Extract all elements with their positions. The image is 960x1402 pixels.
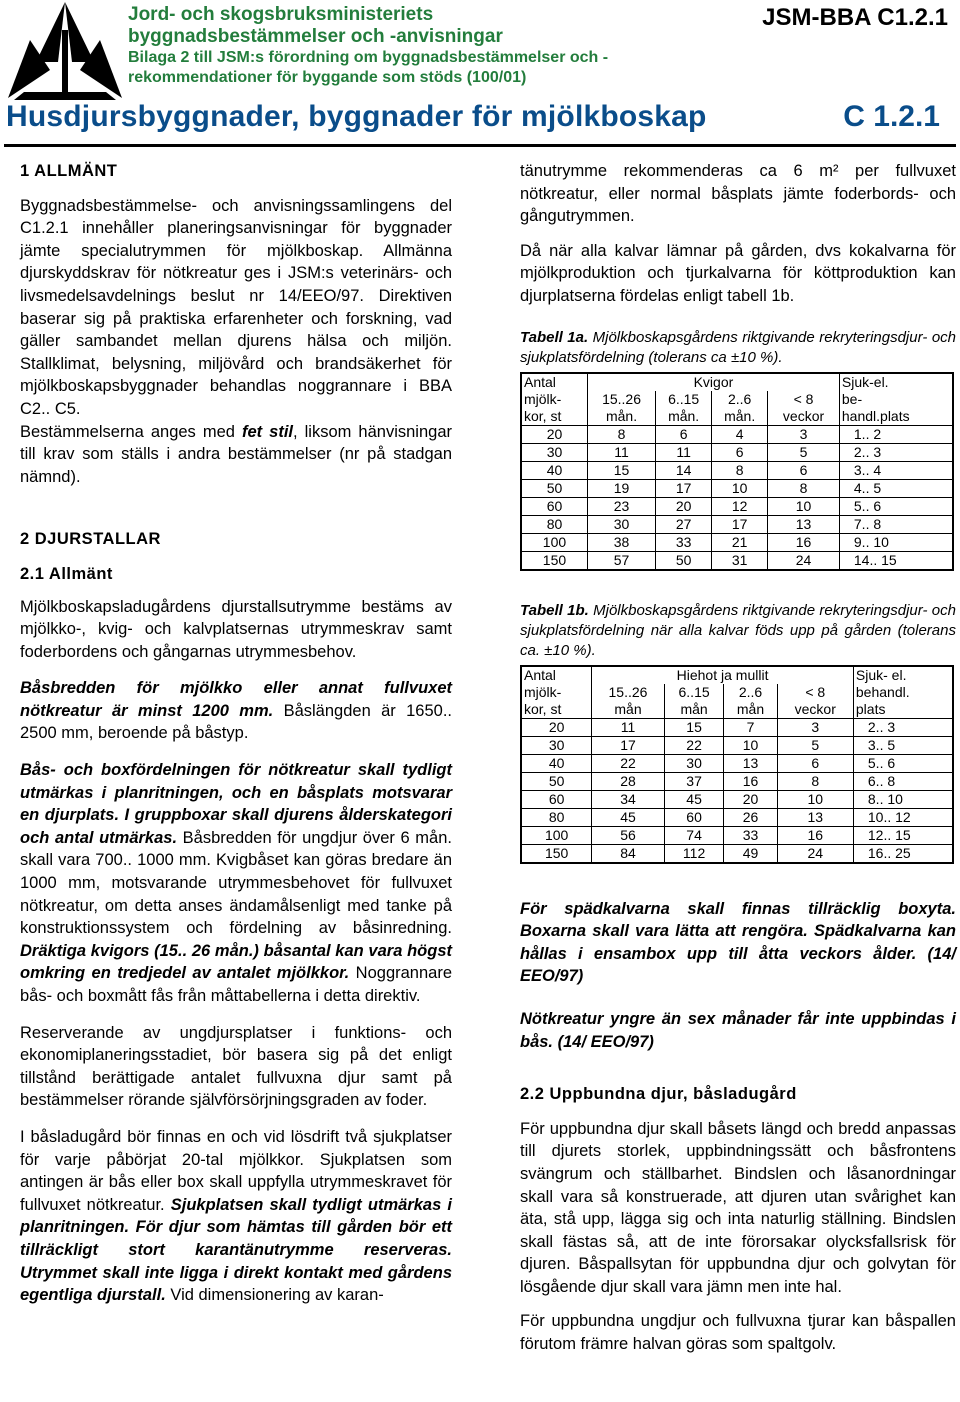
paragraph: Mjölkboskapsladugårdens djurstallsutrymme bestäms av mjölkko-, kvig- och kalvplatsernas utrymmeskrav samt foderbordens och gångarnas utrymmesbehov. (20, 597, 452, 661)
table-cell: 49 (724, 844, 777, 863)
paragraph: För uppbundna ungdjur och fullvuxna tjurar kan båspallen förutom främre halvan göras som spaltgolv. (520, 1312, 956, 1354)
table-header-cell: 6..15 mån (664, 684, 724, 719)
table-cell: 19 (587, 479, 655, 497)
table-cell: 1.. 2 (839, 425, 953, 443)
table-row (521, 551, 953, 570)
table-cell: 24 (768, 551, 840, 570)
table-cell: 16.. 25 (853, 844, 953, 863)
table-cell: 80 (521, 515, 587, 533)
table-cell: 8 (587, 425, 655, 443)
table-row (521, 425, 953, 443)
table-cell: 13 (768, 515, 840, 533)
table-cell: 15 (664, 718, 724, 736)
table-row (521, 826, 953, 844)
table-cell: 6 (656, 425, 712, 443)
table-cell: 22 (592, 754, 665, 772)
table-cell: 16 (768, 533, 840, 551)
table-cell: 100 (521, 826, 592, 844)
table-header-cell: Kvigor (587, 373, 839, 391)
table-cell: 9.. 10 (839, 533, 953, 551)
table-cell: 6.. 8 (853, 772, 953, 790)
table-cell: 45 (592, 808, 665, 826)
table-cell: 17 (592, 736, 665, 754)
table-cell: 15 (587, 461, 655, 479)
table-cell: 74 (664, 826, 724, 844)
table-row (521, 461, 953, 479)
table-header-cell: Hiehot ja mullit (592, 666, 854, 684)
paragraph: Båsbredden för mjölkko eller annat fullvuxet nötkreatur är minst 1200 mm. Båslängden är 1650.. 2500 mm, beroende på båstyp. (20, 679, 452, 743)
table-header-cell: be- handl.plats (839, 391, 953, 426)
table-header-cell: Antal (521, 666, 592, 684)
table-cell: 20 (521, 425, 587, 443)
header-rule (4, 144, 956, 147)
table-cell: 34 (592, 790, 665, 808)
right-column (520, 160, 956, 1356)
document-code: JSM-BBA C1.2.1 (762, 4, 948, 31)
table-1b (520, 665, 954, 864)
page-header (0, 0, 960, 140)
table-header-cell: < 8 veckor (777, 684, 853, 719)
table-cell: 84 (592, 844, 665, 863)
table-cell: 20 (656, 497, 712, 515)
table-row (521, 533, 953, 551)
table-cell: 30 (664, 754, 724, 772)
table-cell: 22 (664, 736, 724, 754)
table-header-cell: Sjuk-el. (839, 373, 953, 391)
table-cell: 50 (521, 772, 592, 790)
table-cell: 56 (592, 826, 665, 844)
table-1b-caption: Tabell 1b. Mjölkboskapsgårdens riktgivande rekryteringsdjur- och sjukplatsfördelning när alla kalvar föds upp på gården (tolerans ca. ±10 %). (520, 601, 956, 659)
table-cell: 11 (592, 718, 665, 736)
ministry-line2: byggnadsbestämmelser och -anvisningar (128, 26, 503, 47)
section-heading-1: 1 ALLMÄNT (20, 162, 118, 180)
table-cell: 7.. 8 (839, 515, 953, 533)
table-cell: 45 (664, 790, 724, 808)
table-cell: 5 (777, 736, 853, 754)
table-row (521, 497, 953, 515)
table-cell: 28 (592, 772, 665, 790)
table-cell: 31 (712, 551, 768, 570)
ministry-line3: Bilaga 2 till JSM:s förordning om byggnadsbestämmelser och - (128, 49, 609, 66)
table-cell: 14.. 15 (839, 551, 953, 570)
table-cell: 37 (664, 772, 724, 790)
table-cell: 10 (724, 736, 777, 754)
table-cell: 20 (724, 790, 777, 808)
table-cell: 50 (521, 479, 587, 497)
table-header-cell: mjölk- kor, st (521, 391, 587, 426)
table-cell: 6 (777, 754, 853, 772)
table-row (521, 808, 953, 826)
section-heading-2: 2 DJURSTALLAR (20, 530, 161, 549)
table-cell: 5.. 6 (839, 497, 953, 515)
table-cell: 33 (724, 826, 777, 844)
table-header-cell: Sjuk- el. (853, 666, 953, 684)
table-row (521, 772, 953, 790)
table-cell: 8.. 10 (853, 790, 953, 808)
table-cell: 3 (768, 425, 840, 443)
table-cell: 8 (777, 772, 853, 790)
ministry-name: Jord- och skogsbruksministeriets (128, 4, 434, 25)
table-cell: 4 (712, 425, 768, 443)
table-row (521, 736, 953, 754)
table-row (521, 844, 953, 863)
table-cell: 60 (521, 790, 592, 808)
table-cell: 30 (521, 736, 592, 754)
table-cell: 33 (656, 533, 712, 551)
section-heading-2-2: 2.2 Uppbundna djur, båsladugård (520, 1085, 797, 1104)
table-row (521, 718, 953, 736)
table-cell: 100 (521, 533, 587, 551)
paragraph: I båsladugård bör finnas en och vid lösdrift två sjukplatser för varje påbörjat 20-tal mjölkkor. Sjukplatsen som antingen är bås eller box skall uppfylla utrymmeskravet för fullvuxet nötkreatur. Sjukplatsen skall tydligt utmärkas i planritningen. För djur som hämtas till gården bör ett tillräckligt stort karantänutrymme reserveras. Utrymmet skall inte ligga i direkt kontakt med gårdens egentliga djurstall. Vid dimensionering av karan- (20, 1127, 452, 1305)
table-row (521, 790, 953, 808)
table-cell: 13 (724, 754, 777, 772)
rule-note: För spädkalvarna skall finnas tillräcklig boxyta. Boxarna skall vara lätta att rengöra. Spädkalvarna kan hållas i ensambox upp till åtta veckors ålder. (14/ EEO/97) (520, 899, 956, 986)
table-header-cell: < 8 veckor (768, 391, 840, 426)
table-cell: 16 (777, 826, 853, 844)
paragraph: Byggnadsbestämmelse- och anvisningssamlingens del C1.2.1 innehåller planeringsanvisningar för byggnader jämte specialutrymmen för mjölkboskap. Allmänna djurskyddskrav för nötkreatur ges i JSM:s veterinärs- och livsmedelsavdelnings beslut nr 14/EEO/97. Direktiven baserar sig på praktiska erfarenheter och forskning, vad gäller sambandet mellan djurens hälsa och miljön. Stallklimat, belysning, miljövård och brandsäkerhet för mjölkboskapsbyggnader behandlas noggrannare i BBA C2.. C5. (20, 196, 452, 418)
rule-note: Nötkreatur yngre än sex månader får inte uppbindas i bås. (14/ EEO/97) (520, 1009, 956, 1051)
table-1a-caption: Tabell 1a. Mjölkboskapsgårdens riktgivande rekryteringsdjur- och sjukplatsfördelning (tolerans ca ±10 %). (520, 328, 957, 366)
table-header-cell: 6..15 mån. (656, 391, 712, 426)
table-cell: 2.. 3 (853, 718, 953, 736)
table-cell: 13 (777, 808, 853, 826)
table-header-cell: mjölk- kor, st (521, 684, 592, 719)
table-cell: 5 (768, 443, 840, 461)
table-cell: 150 (521, 844, 592, 863)
table-1a (520, 372, 954, 571)
table-cell: 11 (656, 443, 712, 461)
table-cell: 30 (521, 443, 587, 461)
table-cell: 24 (777, 844, 853, 863)
table-cell: 2.. 3 (839, 443, 953, 461)
table-cell: 16 (724, 772, 777, 790)
table-cell: 112 (664, 844, 724, 863)
table-cell: 30 (587, 515, 655, 533)
paragraph: Bås- och boxfördelningen för nötkreatur skall tydligt utmärkas i planritningen, och en båsplats motsvarar en djurplats. I gruppboxar skall djurens ålderskategori och antal utmärkas. Båsbredden för ungdjur över 6 mån. skall vara 700.. 1000 mm. Kvigbåset kan göras bredare än 1000 mm, motsvarande utrymmesbehovet för fullvuxet nötkreatur, om detta anses ändamålsenligt med tanke på konstruktionssystem och fördelning av båsinredning. Dräktiga kvigors (15.. 26 mån.) båsantal kan vara högst omkring en tredjedel av antalet mjölkkor. Noggrannare bås- och boxmått fås från måttabellerna i detta direktiv. (20, 761, 452, 1005)
table-cell: 10 (777, 790, 853, 808)
table-row (521, 479, 953, 497)
table-cell: 10.. 12 (853, 808, 953, 826)
table-cell: 17 (656, 479, 712, 497)
table-row (521, 443, 953, 461)
page-title: Husdjursbyggnader, byggnader för mjölkboskap (6, 100, 707, 133)
table-cell: 23 (587, 497, 655, 515)
table-header-cell: behandl. plats (853, 684, 953, 719)
paragraph: Då när alla kalvar lämnar på gården, dvs kokalvarna för mjölkproduktion och tjurkalvarna för köttproduktion kan djurplatserna fördelas enligt tabell 1b. (520, 241, 956, 305)
table-cell: 60 (664, 808, 724, 826)
table-row (521, 754, 953, 772)
ministry-block (128, 4, 608, 88)
left-column (20, 160, 452, 1307)
paragraph: tänutrymme rekommenderas ca 6 m² per fullvuxet nötkreatur, eller normal båsplats jämte foderbords- och gångutrymmen. (520, 162, 956, 226)
table-cell: 7 (724, 718, 777, 736)
table-cell: 20 (521, 718, 592, 736)
table-header-cell: 2..6 mån (724, 684, 777, 719)
table-header-cell: 15..26 mån. (587, 391, 655, 426)
table-cell: 10 (712, 479, 768, 497)
ministry-line4: rekommendationer för byggande som stöds (100/01) (128, 69, 527, 86)
table-header-cell: Antal (521, 373, 587, 391)
table-cell: 8 (712, 461, 768, 479)
table-cell: 12 (712, 497, 768, 515)
table-cell: 12.. 15 (853, 826, 953, 844)
table-cell: 3 (777, 718, 853, 736)
table-cell: 60 (521, 497, 587, 515)
table-cell: 3.. 4 (839, 461, 953, 479)
table-cell: 4.. 5 (839, 479, 953, 497)
table-cell: 10 (768, 497, 840, 515)
table-cell: 40 (521, 461, 587, 479)
table-cell: 5.. 6 (853, 754, 953, 772)
paragraph: Reserverande av ungdjursplatser i funktions- och ekonomiplaneringsstadiet, bör basera sig på det enligt tillstånd berättigade antalet fullvuxna djur samt på bestämmelser rörande självförsörjningsgraden av foder. (20, 1023, 452, 1110)
table-cell: 11 (587, 443, 655, 461)
table-cell: 17 (712, 515, 768, 533)
table-cell: 6 (768, 461, 840, 479)
table-cell: 150 (521, 551, 587, 570)
table-cell: 3.. 5 (853, 736, 953, 754)
table-header-cell: 15..26 mån (592, 684, 665, 719)
section-heading-2-1: 2.1 Allmänt (20, 564, 113, 583)
table-cell: 14 (656, 461, 712, 479)
table-cell: 38 (587, 533, 655, 551)
table-cell: 27 (656, 515, 712, 533)
table-cell: 50 (656, 551, 712, 570)
table-cell: 21 (712, 533, 768, 551)
ministry-logo-icon (6, 0, 124, 104)
table-cell: 6 (712, 443, 768, 461)
table-header-cell: 2..6 mån. (712, 391, 768, 426)
table-row (521, 515, 953, 533)
title-code: C 1.2.1 (843, 100, 940, 133)
table-cell: 80 (521, 808, 592, 826)
paragraph: Bestämmelserna anges med fet stil, liksom hänvisningar till krav som ställs i andra bestämmelser (nr på stadgan nämnd). (20, 422, 452, 486)
table-cell: 40 (521, 754, 592, 772)
paragraph: För uppbundna djur skall båsets längd och bredd anpassas till djurets storlek, uppbindningssätt och båsfrontens svängrum och ställbarhet. Bindslen och låsanordningar skall vara så konstruerade, att djuren utan svårighet kan äta, stå upp, lägga sig och inta naturlig ställning. Bindslen skall fästas så, att de inte förorsakar olycksfallsrisk för djuren. Båspallsytan för uppbundna djur och golvytan för lösgående djur skall vara jämn men inte hal. (520, 1119, 956, 1296)
table-cell: 26 (724, 808, 777, 826)
table-cell: 57 (587, 551, 655, 570)
table-cell: 8 (768, 479, 840, 497)
